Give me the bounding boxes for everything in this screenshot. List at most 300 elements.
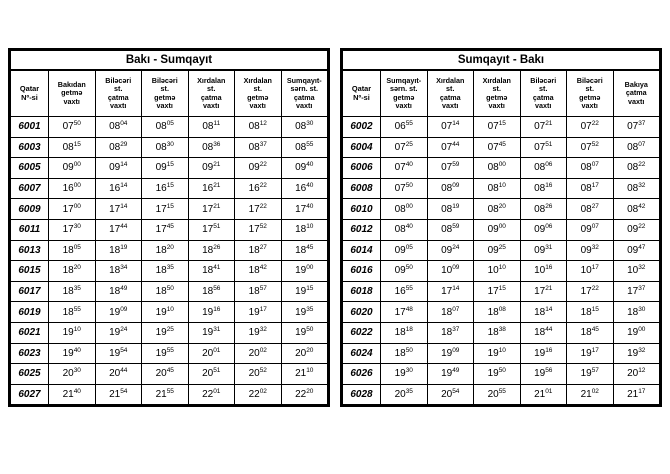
time-cell — [235, 219, 282, 240]
time-minutes: 57 — [591, 367, 599, 375]
table-row — [11, 343, 328, 364]
time-cell — [613, 178, 660, 199]
time-cell — [235, 117, 282, 138]
time-hours: 18 — [487, 327, 499, 339]
time-minutes: 32 — [638, 346, 646, 354]
time-cell — [49, 343, 96, 364]
time-hours: 18 — [202, 286, 214, 298]
time-minutes: 17 — [591, 264, 599, 272]
time-hours: 21 — [109, 389, 121, 401]
time-minutes: 37 — [259, 140, 267, 148]
time-minutes: 00 — [73, 182, 81, 190]
time-cell — [567, 240, 614, 261]
time-cell — [381, 384, 428, 405]
time-cell — [427, 281, 474, 302]
table-row — [11, 219, 328, 240]
time-cell — [474, 240, 521, 261]
time-cell — [520, 364, 567, 385]
table-row — [11, 240, 328, 261]
time-minutes: 40 — [73, 346, 81, 354]
column-header: Biləcəri st. getmə vaxtı — [567, 70, 614, 117]
time-hours: 07 — [62, 121, 74, 133]
time-cell — [142, 261, 189, 282]
time-minutes: 52 — [259, 223, 267, 231]
time-minutes: 14 — [452, 120, 460, 128]
time-minutes: 22 — [259, 182, 267, 190]
time-cell — [235, 240, 282, 261]
time-hours: 08 — [487, 203, 499, 215]
time-minutes: 10 — [498, 182, 506, 190]
train-number: 6009 — [11, 199, 49, 220]
table-row — [343, 199, 660, 220]
time-cell — [235, 302, 282, 323]
time-minutes: 00 — [73, 161, 81, 169]
time-cell — [474, 117, 521, 138]
time-minutes: 09 — [452, 264, 460, 272]
time-hours: 19 — [580, 368, 592, 380]
time-hours: 20 — [202, 368, 214, 380]
time-minutes: 44 — [120, 223, 128, 231]
time-minutes: 34 — [120, 264, 128, 272]
time-hours: 19 — [155, 327, 167, 339]
time-hours: 09 — [627, 244, 639, 256]
time-cell — [613, 240, 660, 261]
time-hours: 18 — [580, 306, 592, 318]
time-cell — [567, 137, 614, 158]
time-minutes: 44 — [452, 140, 460, 148]
table-row — [11, 322, 328, 343]
time-minutes: 37 — [638, 285, 646, 293]
time-cell — [142, 199, 189, 220]
time-hours: 19 — [627, 347, 639, 359]
time-minutes: 55 — [166, 346, 174, 354]
time-hours: 09 — [487, 244, 499, 256]
column-header: Xırdalan st. getmə vaxtı — [474, 70, 521, 117]
time-cell — [142, 281, 189, 302]
time-cell — [474, 178, 521, 199]
time-hours: 07 — [441, 141, 453, 153]
time-hours: 17 — [394, 306, 406, 318]
time-hours: 22 — [202, 389, 214, 401]
time-minutes: 00 — [405, 202, 413, 210]
time-minutes: 19 — [452, 202, 460, 210]
time-minutes: 51 — [213, 223, 221, 231]
time-hours: 08 — [109, 121, 121, 133]
column-header: Xırdalan st. getmə vaxtı — [235, 70, 282, 117]
time-hours: 17 — [155, 203, 167, 215]
time-minutes: 41 — [213, 264, 221, 272]
time-minutes: 32 — [259, 326, 267, 334]
table-title: Bakı - Sumqayıt — [11, 51, 328, 71]
time-hours: 18 — [62, 286, 74, 298]
time-cell — [49, 364, 96, 385]
time-minutes: 19 — [120, 243, 128, 251]
time-hours: 18 — [534, 327, 546, 339]
table-row — [11, 137, 328, 158]
time-hours: 19 — [155, 306, 167, 318]
time-minutes: 30 — [306, 120, 314, 128]
time-minutes: 15 — [306, 285, 314, 293]
time-minutes: 10 — [166, 305, 174, 313]
time-minutes: 18 — [405, 326, 413, 334]
time-cell — [142, 240, 189, 261]
time-minutes: 17 — [591, 346, 599, 354]
time-minutes: 21 — [545, 285, 553, 293]
time-minutes: 15 — [166, 161, 174, 169]
time-cell — [520, 384, 567, 405]
table-row — [11, 117, 328, 138]
time-minutes: 51 — [213, 367, 221, 375]
time-minutes: 01 — [545, 388, 553, 396]
time-minutes: 17 — [259, 305, 267, 313]
time-hours: 18 — [202, 244, 214, 256]
time-cell — [188, 117, 235, 138]
time-cell — [381, 322, 428, 343]
train-number: 6028 — [343, 384, 381, 405]
time-minutes: 55 — [405, 120, 413, 128]
table-row — [343, 302, 660, 323]
time-cell — [520, 178, 567, 199]
time-hours: 06 — [394, 121, 406, 133]
train-number: 6022 — [343, 322, 381, 343]
table-row — [343, 281, 660, 302]
column-header: Xırdalan st. çatma vaxtı — [188, 70, 235, 117]
time-cell — [95, 384, 142, 405]
time-minutes: 07 — [638, 140, 646, 148]
time-cell — [474, 384, 521, 405]
time-cell — [188, 343, 235, 364]
time-minutes: 10 — [498, 264, 506, 272]
time-cell — [49, 302, 96, 323]
time-cell — [567, 158, 614, 179]
time-cell — [95, 281, 142, 302]
time-cell — [520, 137, 567, 158]
timetable-table — [10, 50, 328, 405]
time-cell — [520, 199, 567, 220]
time-hours: 20 — [248, 368, 260, 380]
time-hours: 19 — [248, 327, 260, 339]
time-cell — [235, 281, 282, 302]
time-minutes: 14 — [120, 161, 128, 169]
time-minutes: 40 — [73, 388, 81, 396]
time-hours: 08 — [627, 162, 639, 174]
time-hours: 08 — [248, 121, 260, 133]
time-hours: 19 — [441, 347, 453, 359]
time-hours: 17 — [62, 203, 74, 215]
time-minutes: 55 — [73, 305, 81, 313]
table-row — [11, 281, 328, 302]
column-header: Sumqayıt- sərn. st. getmə vaxtı — [381, 70, 428, 117]
time-cell — [281, 158, 328, 179]
train-number: 6002 — [343, 117, 381, 138]
time-cell — [95, 219, 142, 240]
time-cell — [381, 219, 428, 240]
time-minutes: 27 — [591, 202, 599, 210]
timetable-baku-sumqayit — [8, 48, 330, 407]
time-hours: 17 — [155, 224, 167, 236]
time-cell — [567, 261, 614, 282]
time-cell — [427, 199, 474, 220]
train-number: 6013 — [11, 240, 49, 261]
time-minutes: 20 — [166, 243, 174, 251]
train-number: 6015 — [11, 261, 49, 282]
time-hours: 08 — [487, 162, 499, 174]
time-cell — [281, 219, 328, 240]
time-minutes: 42 — [638, 202, 646, 210]
time-hours: 09 — [248, 162, 260, 174]
time-hours: 07 — [394, 162, 406, 174]
time-hours: 18 — [109, 265, 121, 277]
time-minutes: 16 — [545, 264, 553, 272]
time-hours: 17 — [580, 286, 592, 298]
time-cell — [567, 384, 614, 405]
time-hours: 19 — [109, 327, 121, 339]
time-cell — [567, 343, 614, 364]
time-minutes: 14 — [120, 182, 128, 190]
time-hours: 09 — [295, 162, 307, 174]
time-cell — [95, 261, 142, 282]
time-hours: 19 — [441, 368, 453, 380]
train-number: 6017 — [11, 281, 49, 302]
time-minutes: 26 — [213, 243, 221, 251]
time-minutes: 57 — [259, 285, 267, 293]
time-minutes: 22 — [638, 223, 646, 231]
time-cell — [95, 364, 142, 385]
time-cell — [49, 117, 96, 138]
time-minutes: 37 — [452, 326, 460, 334]
time-cell — [520, 240, 567, 261]
time-minutes: 16 — [545, 346, 553, 354]
time-minutes: 50 — [166, 285, 174, 293]
time-cell — [474, 219, 521, 240]
time-cell — [95, 322, 142, 343]
time-hours: 19 — [295, 306, 307, 318]
time-minutes: 50 — [405, 346, 413, 354]
time-hours: 18 — [62, 265, 74, 277]
table-row — [11, 261, 328, 282]
time-minutes: 40 — [405, 161, 413, 169]
time-minutes: 25 — [405, 140, 413, 148]
time-cell — [520, 281, 567, 302]
time-minutes: 14 — [120, 202, 128, 210]
time-hours: 19 — [295, 327, 307, 339]
time-cell — [567, 322, 614, 343]
time-hours: 07 — [487, 141, 499, 153]
time-minutes: 22 — [591, 285, 599, 293]
time-minutes: 20 — [498, 202, 506, 210]
time-minutes: 15 — [166, 182, 174, 190]
time-cell — [95, 240, 142, 261]
time-cell — [520, 117, 567, 138]
time-cell — [613, 199, 660, 220]
time-hours: 18 — [295, 244, 307, 256]
time-cell — [613, 158, 660, 179]
time-cell — [474, 137, 521, 158]
time-minutes: 52 — [259, 367, 267, 375]
time-cell — [188, 364, 235, 385]
column-header: Biləcəri st. çatma vaxtı — [95, 70, 142, 117]
time-minutes: 02 — [591, 388, 599, 396]
time-cell — [188, 261, 235, 282]
time-cell — [613, 322, 660, 343]
time-cell — [613, 137, 660, 158]
time-cell — [381, 281, 428, 302]
time-cell — [188, 281, 235, 302]
table-row — [343, 137, 660, 158]
time-hours: 17 — [202, 203, 214, 215]
time-cell — [427, 261, 474, 282]
time-cell — [95, 343, 142, 364]
time-minutes: 59 — [452, 223, 460, 231]
time-cell — [235, 364, 282, 385]
time-hours: 08 — [580, 183, 592, 195]
time-minutes: 15 — [498, 120, 506, 128]
time-cell — [474, 322, 521, 343]
time-cell — [281, 281, 328, 302]
time-minutes: 14 — [545, 305, 553, 313]
time-cell — [281, 178, 328, 199]
time-hours: 19 — [109, 306, 121, 318]
train-number: 6019 — [11, 302, 49, 323]
table-row — [343, 178, 660, 199]
time-cell — [142, 322, 189, 343]
time-hours: 18 — [202, 265, 214, 277]
time-cell — [427, 137, 474, 158]
time-minutes: 15 — [73, 140, 81, 148]
time-hours: 08 — [580, 162, 592, 174]
time-cell — [281, 261, 328, 282]
time-hours: 08 — [202, 141, 214, 153]
time-minutes: 20 — [306, 346, 314, 354]
time-minutes: 49 — [452, 367, 460, 375]
time-hours: 08 — [155, 121, 167, 133]
time-hours: 21 — [62, 389, 74, 401]
time-hours: 19 — [394, 368, 406, 380]
time-hours: 10 — [534, 265, 546, 277]
time-hours: 16 — [202, 183, 214, 195]
time-minutes: 21 — [545, 120, 553, 128]
time-minutes: 00 — [638, 326, 646, 334]
time-minutes: 45 — [591, 326, 599, 334]
time-hours: 09 — [441, 244, 453, 256]
time-hours: 08 — [534, 162, 546, 174]
time-hours: 16 — [295, 183, 307, 195]
time-minutes: 40 — [405, 223, 413, 231]
time-hours: 18 — [394, 347, 406, 359]
time-cell — [281, 384, 328, 405]
time-minutes: 15 — [498, 285, 506, 293]
time-minutes: 06 — [545, 223, 553, 231]
time-hours: 08 — [441, 183, 453, 195]
time-minutes: 21 — [213, 161, 221, 169]
time-hours: 18 — [441, 327, 453, 339]
time-minutes: 50 — [498, 367, 506, 375]
time-cell — [613, 343, 660, 364]
time-hours: 19 — [580, 347, 592, 359]
column-header-train-number: Qatar Nº-si — [343, 70, 381, 117]
time-minutes: 35 — [73, 285, 81, 293]
time-minutes: 05 — [166, 120, 174, 128]
time-cell — [142, 137, 189, 158]
time-minutes: 40 — [306, 161, 314, 169]
time-cell — [427, 219, 474, 240]
time-cell — [281, 364, 328, 385]
time-minutes: 30 — [73, 223, 81, 231]
time-hours: 09 — [62, 162, 74, 174]
time-cell — [142, 384, 189, 405]
time-minutes: 02 — [259, 388, 267, 396]
time-cell — [427, 117, 474, 138]
time-hours: 20 — [62, 368, 74, 380]
time-hours: 08 — [627, 203, 639, 215]
table-row — [343, 261, 660, 282]
time-cell — [235, 178, 282, 199]
time-hours: 20 — [202, 347, 214, 359]
time-minutes: 45 — [306, 243, 314, 251]
column-header: Biləcəri st. çatma vaxtı — [520, 70, 567, 117]
time-minutes: 55 — [498, 388, 506, 396]
time-cell — [142, 158, 189, 179]
time-hours: 17 — [627, 286, 639, 298]
time-hours: 17 — [441, 286, 453, 298]
time-cell — [188, 322, 235, 343]
time-cell — [567, 219, 614, 240]
table-row — [11, 384, 328, 405]
time-hours: 17 — [62, 224, 74, 236]
time-minutes: 17 — [591, 182, 599, 190]
train-number: 6021 — [11, 322, 49, 343]
time-minutes: 06 — [545, 161, 553, 169]
time-hours: 18 — [109, 286, 121, 298]
time-hours: 08 — [109, 141, 121, 153]
time-cell — [49, 178, 96, 199]
train-number: 6023 — [11, 343, 49, 364]
time-cell — [95, 117, 142, 138]
time-minutes: 10 — [306, 223, 314, 231]
time-cell — [567, 199, 614, 220]
time-cell — [613, 364, 660, 385]
time-cell — [281, 322, 328, 343]
time-cell — [49, 261, 96, 282]
time-hours: 20 — [627, 368, 639, 380]
time-hours: 07 — [534, 141, 546, 153]
time-hours: 07 — [487, 121, 499, 133]
time-minutes: 04 — [120, 120, 128, 128]
time-minutes: 22 — [259, 161, 267, 169]
time-hours: 09 — [394, 244, 406, 256]
time-minutes: 37 — [638, 120, 646, 128]
time-cell — [427, 364, 474, 385]
time-minutes: 50 — [405, 182, 413, 190]
time-minutes: 35 — [166, 264, 174, 272]
time-minutes: 05 — [405, 243, 413, 251]
time-cell — [188, 219, 235, 240]
time-cell — [235, 158, 282, 179]
time-minutes: 21 — [213, 182, 221, 190]
time-cell — [95, 302, 142, 323]
time-hours: 08 — [394, 224, 406, 236]
time-cell — [613, 302, 660, 323]
train-number: 6012 — [343, 219, 381, 240]
time-minutes: 01 — [213, 388, 221, 396]
column-header-train-number: Qatar Nº-si — [11, 70, 49, 117]
time-minutes: 32 — [591, 243, 599, 251]
time-cell — [427, 343, 474, 364]
time-minutes: 30 — [166, 140, 174, 148]
table-row — [11, 199, 328, 220]
time-cell — [567, 117, 614, 138]
table-row — [343, 219, 660, 240]
